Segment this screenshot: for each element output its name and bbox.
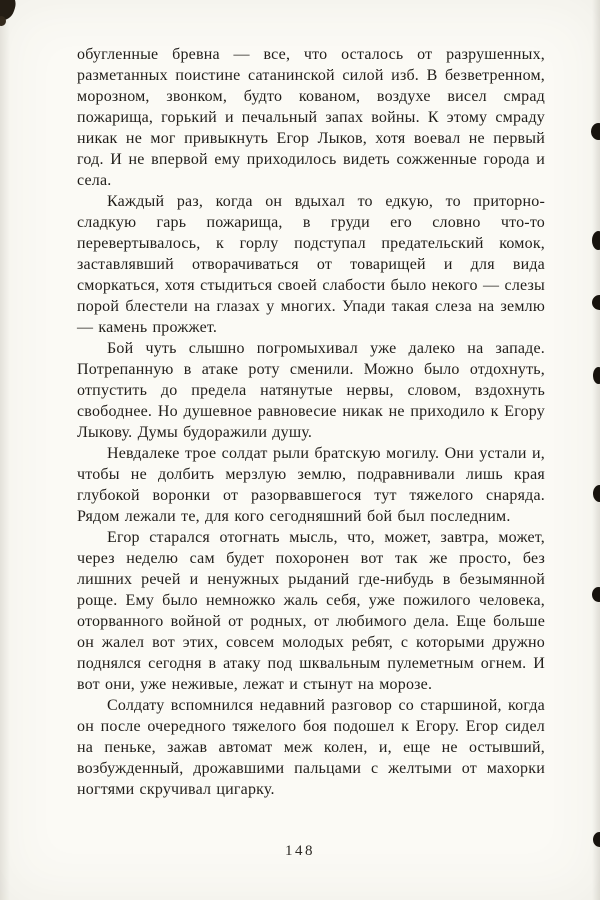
scan-artifact-right-6 xyxy=(592,587,600,602)
paragraph: Солдату вспомнился недавний разговор со старшиной, когда он после очередного тяжелого боя подошел к Егору. Егор сидел на пеньке, зажав автомат меж колен, и, еще не остывший, возбужденный, дрожавшими пальцами с желтыми от махорки ногтями скручивал цигарку. xyxy=(77,697,545,798)
scan-artifact-right-3 xyxy=(592,295,600,310)
paragraph: Егор старался отогнать мысль, что, может, завтра, может, через неделю сам будет похоронен вот так же просто, без лишних речей и ненужных рыданий где-нибудь в безымянной роще. Ему было немножко жаль себя, уже пожилого человека, оторванного войной от родных, от любимого дела. Еще больше он жалел вот этих, совсем молодых ребят, с которыми дружно поднялся сегодня в атаку под шквальным пулеметным огнем. И вот они, уже неживые, лежат и стынут на морозе. xyxy=(77,529,545,693)
paragraph: Бой чуть слышно погромыхивал уже далеко на западе. Потрепанную в атаке роту сменили. Можно было отдохнуть, отпустить до предела натянутые нервы, словом, вздохнуть свободнее. Но душевное равновесие никак не приходило к Егору Лыкову. Думы будоражили душу. xyxy=(77,340,545,441)
scan-artifact-right-1 xyxy=(591,123,600,140)
scan-artifact-right-5 xyxy=(593,485,600,502)
paragraph: Каждый раз, когда он вдыхал то едкую, то приторно-сладкую гарь пожарища, в груди его словно что-то перевертывалось, к горлу подступал предательский комок, заставлявший отворачиваться от товарищей и для вида сморкаться, хотя стыдиться своей слабости было некого — слезы порой блестели на глазах у многих. Упади такая слеза на землю — камень прожжет. xyxy=(77,193,545,336)
paragraph: обугленные бревна — все, что осталось от разрушенных, разметанных поистине сатанинской силой изб. В безветренном, морозном, звонком, будто кованом, воздухе висел смрад пожарища, горький и печальный запах войны. К этому смраду никак не мог привыкнуть Егор Лыков, хотя воевал не первый год. И не впервой ему приходилось видеть сожженные города и села. xyxy=(77,46,545,189)
paragraph: Невдалеке трое солдат рыли братскую могилу. Они устали и, чтобы не долбить мерзлую землю, подравнивали лишь края глубокой воронки от разорвавшегося тут тяжелого снаряда. Рядом лежали те, для кого сегодняшний бой был последним. xyxy=(77,445,545,525)
scan-artifact-right-2 xyxy=(592,231,600,250)
scan-artifact-right-4 xyxy=(593,367,600,384)
page-text-block xyxy=(77,44,545,800)
scan-artifact-right-7 xyxy=(593,832,600,847)
page-edge-shading-left xyxy=(0,0,10,900)
page-number: 148 xyxy=(285,843,315,859)
